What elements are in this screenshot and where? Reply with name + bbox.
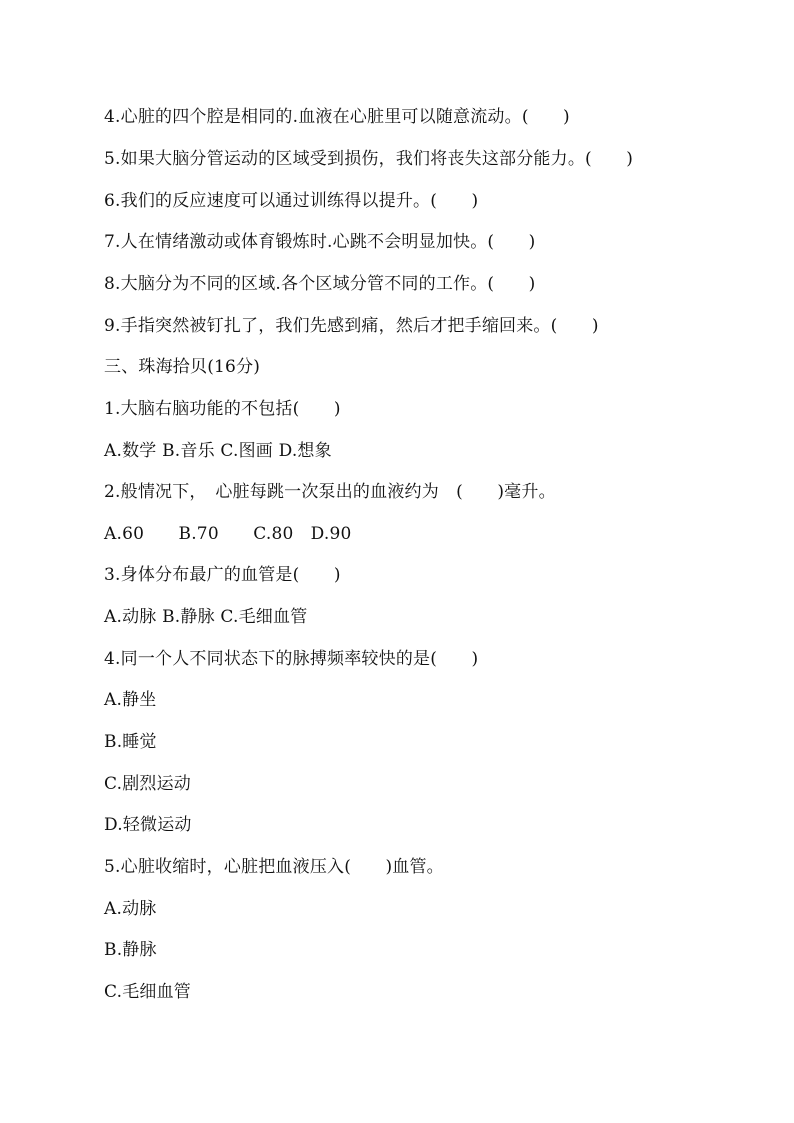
question-3-options: A.动脉 B.静脉 C.毛细血管 xyxy=(104,607,308,627)
question-5-stem: 5.心脏收缩时，心脏把血液压入( )血管。 xyxy=(104,857,444,877)
question-4-option-d: D.轻微运动 xyxy=(104,815,192,835)
question-5-option-a: A.动脉 xyxy=(104,899,157,919)
judgment-item-7: 7.人在情绪激动或体育锻炼时.心跳不会明显加快。( ) xyxy=(104,232,536,252)
question-2-options: A.60 B.70 C.80 D.90 xyxy=(104,524,352,544)
question-4-stem: 4.同一个人不同状态下的脉搏频率较快的是( ) xyxy=(104,649,479,669)
question-4-option-c: C.剧烈运动 xyxy=(104,774,192,794)
question-4-option-b: B.睡觉 xyxy=(104,732,157,752)
question-1-stem: 1.大脑右脑功能的不包括( ) xyxy=(104,399,341,419)
judgment-item-5: 5.如果大脑分管运动的区域受到损伤，我们将丧失这部分能力。( ) xyxy=(104,149,634,169)
question-4-option-a: A.静坐 xyxy=(104,690,157,710)
question-5-option-b: B.静脉 xyxy=(104,940,157,960)
question-2-stem: 2.般情况下， 心脏每跳一次泵出的血液约为 ( )毫升。 xyxy=(104,482,556,502)
question-3-stem: 3.身体分布最广的血管是( ) xyxy=(104,565,341,585)
section-title: 三、珠海拾贝(16分) xyxy=(104,357,261,377)
judgment-item-8: 8.大脑分为不同的区域.各个区域分管不同的工作。( ) xyxy=(104,274,536,294)
judgment-item-4: 4.心脏的四个腔是相同的.血液在心脏里可以随意流动。( ) xyxy=(104,107,570,127)
judgment-item-9: 9.手指突然被钉扎了，我们先感到痛，然后才把手缩回来。( ) xyxy=(104,316,599,336)
question-1-options: A.数学 B.音乐 C.图画 D.想象 xyxy=(104,441,332,461)
judgment-item-6: 6.我们的反应速度可以通过训练得以提升。( ) xyxy=(104,191,479,211)
question-5-option-c: C.毛细血管 xyxy=(104,982,192,1002)
